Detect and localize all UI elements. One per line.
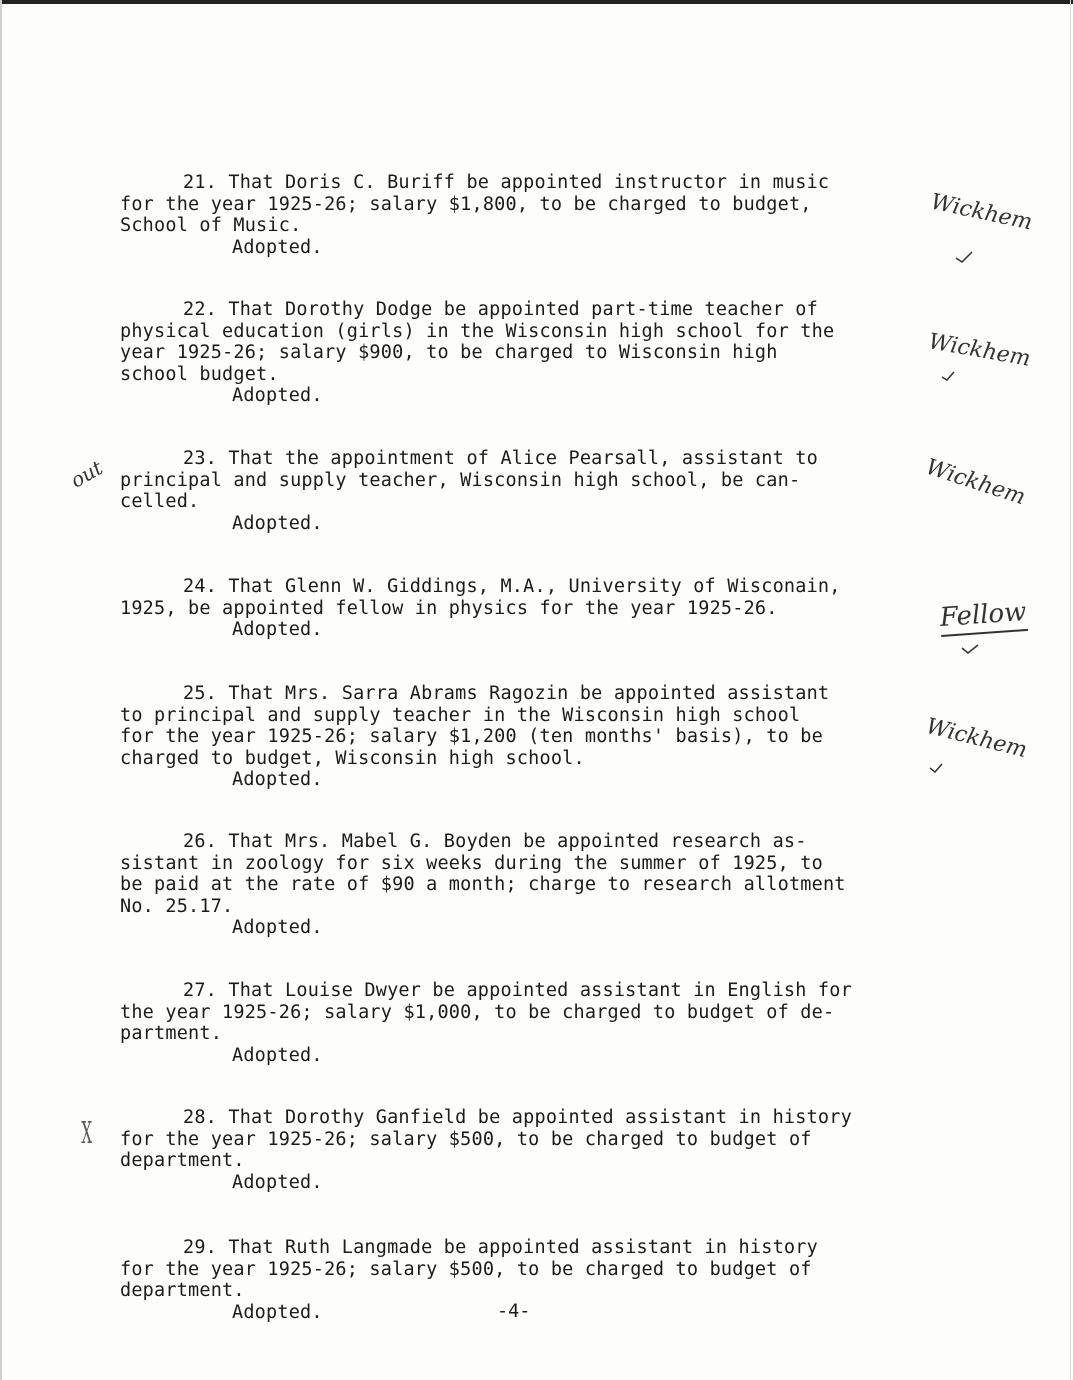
resolution-24	[120, 576, 925, 641]
adopted-label: Adopted.	[232, 917, 323, 938]
page-number: -4-	[497, 1301, 531, 1322]
resolution-line: 22. That Dorothy Dodge be appointed part-time teacher of	[183, 299, 818, 320]
resolution-line: 25. That Mrs. Sarra Abrams Ragozin be appointed assistant	[183, 683, 830, 704]
resolution-line: No. 25.17.	[120, 895, 234, 917]
adopted-label: Adopted.	[232, 236, 323, 258]
margin-note-25: Wickhem	[923, 713, 1030, 764]
adopted-label: Adopted.	[232, 1171, 323, 1193]
resolution-line: 26. That Mrs. Mabel G. Boyden be appointed research as-	[183, 831, 807, 852]
resolution-line: school budget.	[120, 363, 279, 385]
resolution-line: 24. That Glenn W. Giddings, M.A., University of Wisconain,	[183, 576, 841, 597]
margin-note-22: Wickhem	[926, 329, 1033, 372]
resolution-line: 29. That Ruth Langmade be appointed assistant in history	[183, 1237, 818, 1258]
resolution-line: partment.	[120, 1023, 223, 1044]
resolution-line: to principal and supply teacher in the Wisconsin high school	[120, 704, 801, 726]
resolution-22	[120, 299, 925, 407]
resolution-21	[120, 172, 925, 258]
resolution-line: 23. That the appointment of Alice Pearsall, assistant to	[183, 448, 818, 469]
resolution-line: for the year 1925-26; salary $1,200 (ten months' basis), to be	[120, 726, 823, 747]
resolution-26	[120, 831, 925, 939]
resolution-line: be paid at the rate of $90 a month; charge to research allotment	[120, 874, 846, 895]
resolution-line: department.	[120, 1280, 245, 1301]
adopted-label: Adopted.	[232, 385, 323, 406]
resolution-23	[120, 448, 925, 534]
check-mark-icon	[954, 250, 974, 264]
resolution-line: 27. That Louise Dwyer be appointed assistant in English for	[183, 980, 852, 1001]
resolution-28	[120, 1107, 925, 1193]
resolution-27	[120, 980, 925, 1066]
resolution-line: principal and supply teacher, Wisconsin high school, be can-	[120, 469, 801, 491]
resolution-line: department.	[120, 1150, 245, 1171]
resolution-line: the year 1925-26; salary $1,000, to be charged to budget of de-	[120, 1001, 835, 1023]
margin-note-21: Wickhem	[928, 189, 1035, 236]
adopted-label: Adopted.	[232, 619, 323, 640]
resolution-line: for the year 1925-26; salary $1,800, to be charged to budget,	[120, 193, 812, 215]
check-mark-icon	[928, 762, 944, 774]
page-top-edge	[0, 0, 1073, 4]
resolution-25	[120, 683, 925, 791]
adopted-label: Adopted.	[232, 1301, 323, 1323]
check-mark-icon	[940, 370, 956, 382]
resolution-line: for the year 1925-26; salary $500, to be charged to budget of	[120, 1258, 812, 1280]
page-right-edge	[1070, 0, 1071, 1380]
resolution-line: year 1925-26; salary $900, to be charged to Wisconsin high	[120, 342, 778, 363]
margin-note-28-left: X	[81, 1116, 93, 1151]
resolution-line: celled.	[120, 491, 200, 512]
resolution-line: School of Music.	[120, 215, 302, 236]
resolution-line: sistant in zoology for six weeks during the summer of 1925, to	[120, 852, 823, 874]
resolution-line: for the year 1925-26; salary $500, to be charged to budget of	[120, 1128, 812, 1150]
resolution-line: physical education (girls) in the Wisconsin high school for the	[120, 320, 835, 342]
margin-note-24: Fellow	[939, 597, 1028, 637]
check-mark-icon	[960, 642, 980, 656]
margin-note-23-left: out	[66, 455, 107, 493]
adopted-label: Adopted.	[232, 1044, 323, 1066]
adopted-label: Adopted.	[232, 769, 323, 790]
resolution-line: 21. That Doris C. Buriff be appointed instructor in music	[183, 172, 830, 193]
adopted-label: Adopted.	[232, 512, 323, 534]
page-left-edge	[0, 0, 2, 1380]
margin-note-23-right: Wickhem	[922, 454, 1029, 511]
resolution-line: 1925, be appointed fellow in physics for the year 1925-26.	[120, 597, 778, 619]
resolution-line: 28. That Dorothy Ganfield be appointed assistant in history	[183, 1107, 852, 1128]
resolution-line: charged to budget, Wisconsin high school.	[120, 747, 585, 769]
